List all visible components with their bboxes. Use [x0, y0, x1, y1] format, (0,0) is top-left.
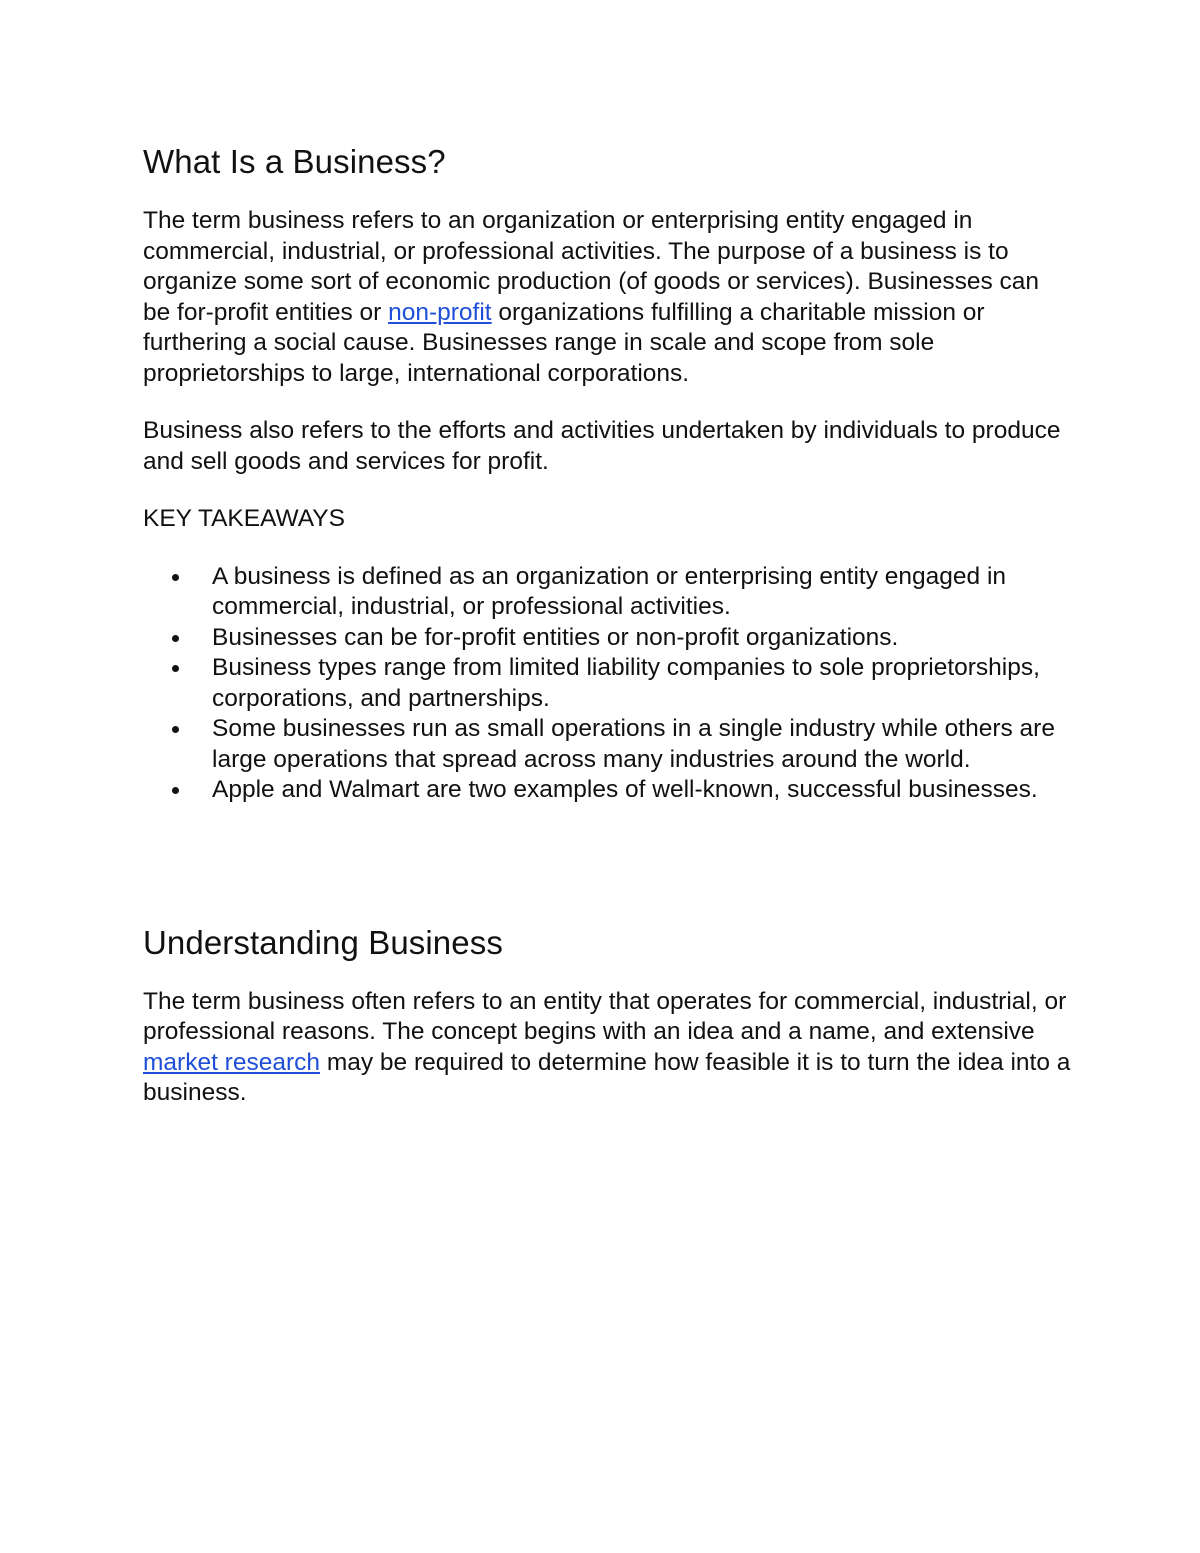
paragraph-definition-text-2: organizations fulfilling a charitable mission or furthering a social cause. Businesses range in scale and scope from sole proprietorships to large, international corporations.: [143, 298, 985, 387]
list-item-text: Business types range from limited liability companies to sole proprietorships, corporations, and partnerships.: [212, 654, 1040, 712]
link-non-profit[interactable]: non-profit: [388, 298, 492, 326]
heading-understanding-business: Understanding Business: [143, 923, 503, 961]
list-item-text: Apple and Walmart are two examples of well-known, successful businesses.: [212, 776, 1038, 803]
list-item: [143, 623, 1073, 654]
bullet-icon: [172, 574, 179, 581]
paragraph-understanding-text-2: may be required to determine how feasible it is to turn the idea into a business.: [143, 1048, 1071, 1106]
list-item-text: Some businesses run as small operations in a single industry while others are large operations that spread across many industries around the world.: [212, 715, 1055, 773]
bullet-icon: [172, 787, 179, 794]
paragraph-definition: [143, 206, 1073, 389]
key-takeaways-label: KEY TAKEAWAYS: [143, 505, 345, 532]
takeaways-list: [143, 562, 1073, 806]
paragraph-understanding: [143, 987, 1073, 1109]
paragraph-understanding-text-1: The term business often refers to an entity that operates for commercial, industrial, or professional reasons. The concept begins with an idea and a name, and extensive: [143, 987, 1067, 1045]
paragraph-definition-text-1: The term business refers to an organization or enterprising entity engaged in commercial, industrial, or professional activities. The purpose of a business is to organize some sort of economic production (of goods or services). Businesses can be for-profit entities or: [143, 207, 1040, 326]
document-page: [143, 140, 1073, 1109]
list-item-text: Businesses can be for-profit entities or non-profit organizations.: [212, 623, 899, 651]
list-item: [143, 653, 1073, 714]
bullet-icon: [172, 635, 179, 642]
bullet-icon: [172, 665, 179, 672]
list-item: [143, 775, 1073, 806]
paragraph-efforts: Business also refers to the efforts and activities undertaken by individuals to produce and sell goods and services for profit.: [143, 417, 1061, 475]
bullet-icon: [172, 726, 179, 733]
heading-what-is-a-business: What Is a Business?: [143, 143, 446, 180]
list-item: [143, 562, 1073, 623]
link-market-research[interactable]: market research: [143, 1048, 321, 1076]
list-item-text: A business is defined as an organization or enterprising entity engaged in commercial, industrial, or professional activities.: [212, 562, 1007, 620]
list-item: [143, 714, 1073, 775]
